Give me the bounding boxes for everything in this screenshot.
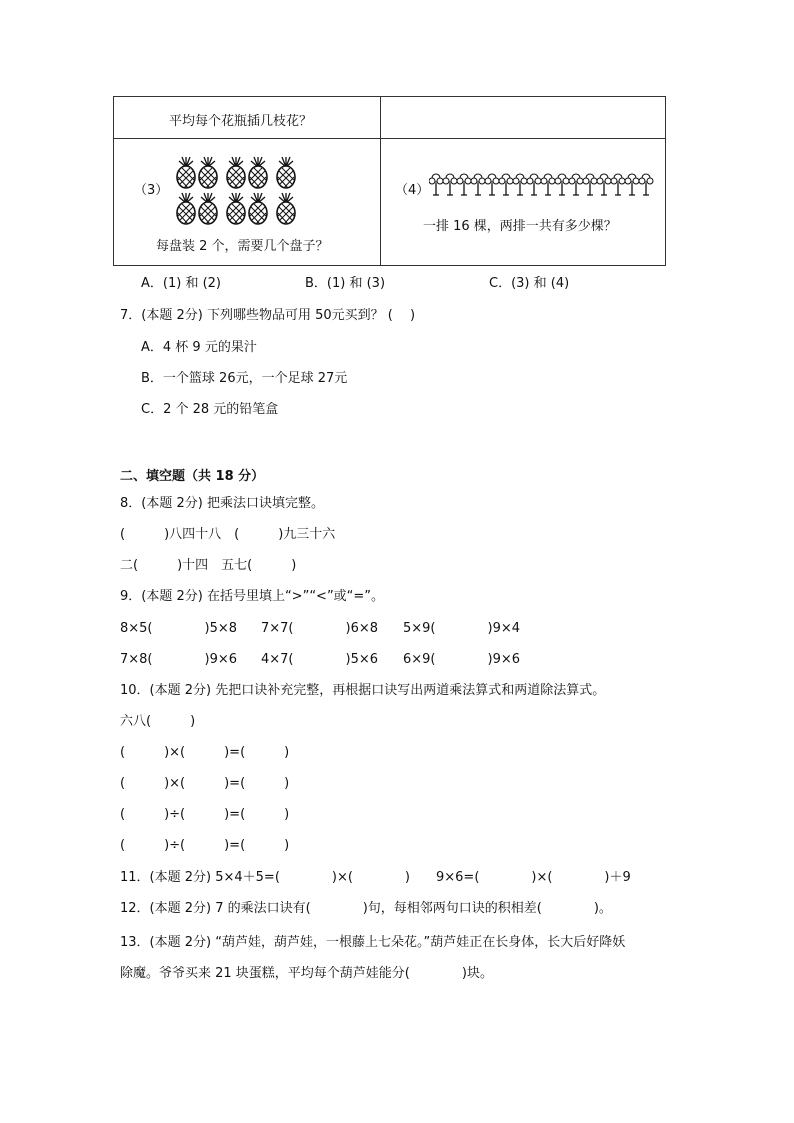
tree-icon <box>639 174 653 195</box>
tree-icon <box>485 174 499 195</box>
q9-item: 4×7( )5×6 <box>261 652 379 667</box>
q9-stem: 9．(本题 2分) 在括号里填上“>”“<”或“=”。 <box>120 589 385 604</box>
pineapple-group <box>166 153 366 225</box>
tree-icon <box>513 174 527 195</box>
pineapple-icon <box>227 193 245 224</box>
q8-stem: 8．(本题 2分) 把乘法口诀填完整。 <box>120 496 324 511</box>
q6-option-c: C．(3) 和 (4) <box>489 276 570 291</box>
q7-option-a: A．4 杯 9 元的果汁 <box>141 340 257 355</box>
tree-icon <box>555 174 569 195</box>
table-cell-4 <box>381 139 666 266</box>
pineapple-icon <box>177 157 195 188</box>
pineapple-icon <box>277 157 295 188</box>
section-2-title: 二、填空题（共 18 分） <box>120 469 265 484</box>
q13-line-1: 13．(本题 2分) “葫芦娃，葫芦娃，一根藤上七朵花。”葫芦娃正在长身体，长大后好降妖 <box>120 935 626 950</box>
pineapple-icon <box>177 193 195 224</box>
table-cell-3 <box>114 139 381 266</box>
tree-icon <box>597 174 611 195</box>
tree-icon <box>443 174 457 195</box>
q10-line: ( )×( )=( ) <box>120 745 290 760</box>
tree-icons <box>429 173 655 197</box>
tree-icon <box>625 174 639 195</box>
cell-3-caption: 每盘装 2 个，需要几个盘子？ <box>156 239 329 254</box>
pineapple-icon <box>227 157 245 188</box>
q6-option-b: B．(1) 和 (3) <box>305 276 386 291</box>
q8-line-2: 二( )十四 五七( ) <box>120 558 297 573</box>
q10-line: ( )÷( )=( ) <box>120 807 290 822</box>
tree-icon <box>499 174 513 195</box>
tree-icon <box>569 174 583 195</box>
table-cell-1-left <box>114 97 381 139</box>
pineapple-icon <box>249 193 267 224</box>
tree-icon <box>471 174 485 195</box>
question-6-table <box>113 96 666 266</box>
pineapple-icon <box>249 157 267 188</box>
table-cell-1-right <box>381 97 666 139</box>
q7-option-c: C．2 个 28 元的铅笔盒 <box>141 402 279 417</box>
q6-option-a: A．(1) 和 (2) <box>141 276 221 291</box>
q12-text: 12．(本题 2分) 7 的乘法口诀有( )句，每相邻两句口诀的积相差( )。 <box>120 901 612 916</box>
q9-item: 5×9( )9×4 <box>403 621 521 636</box>
pineapple-icon <box>199 157 217 188</box>
q9-item: 7×7( )6×8 <box>261 621 379 636</box>
cell-4-label: （4） <box>395 183 430 198</box>
q8-line-1: ( )八四十八 ( )九三十六 <box>120 527 336 542</box>
pineapple-icon <box>277 193 295 224</box>
cell-text: 平均每个花瓶插几枝花？ <box>169 114 313 129</box>
tree-icon <box>611 174 625 195</box>
pineapple-icon <box>199 193 217 224</box>
q10-stem: 10．(本题 2分) 先把口诀补充完整，再根据口诀写出两道乘法算式和两道除法算式。 <box>120 683 606 698</box>
q10-line: 六八( ) <box>120 714 196 729</box>
tree-group <box>429 173 655 197</box>
q10-line: ( )÷( )=( ) <box>120 838 290 853</box>
q10-line: ( )×( )=( ) <box>120 776 290 791</box>
q13-line-2: 除魔。爷爷买来 21 块蛋糕，平均每个葫芦娃能分( )块。 <box>120 966 493 981</box>
tree-icon <box>527 174 541 195</box>
pineapple-icons <box>166 153 366 225</box>
q7-option-b: B．一个篮球 26元，一个足球 27元 <box>141 371 348 386</box>
q9-item: 8×5( )5×8 <box>120 621 238 636</box>
tree-icon <box>457 174 471 195</box>
q7-stem: 7．(本题 2分) 下列哪些物品可用 50元买到？ ( ) <box>120 308 416 323</box>
q11-text: 11．(本题 2分) 5×4＋5=( )×( ) 9×6=( )×( )＋9 <box>120 870 631 885</box>
cell-3-label: （3） <box>134 183 169 198</box>
tree-icon <box>541 174 555 195</box>
cell-4-caption: 一排 16 棵，两排一共有多少棵？ <box>423 219 617 234</box>
q9-item: 6×9( )9×6 <box>403 652 521 667</box>
tree-icon <box>583 174 597 195</box>
tree-icon <box>429 174 443 195</box>
q9-item: 7×8( )9×6 <box>120 652 238 667</box>
